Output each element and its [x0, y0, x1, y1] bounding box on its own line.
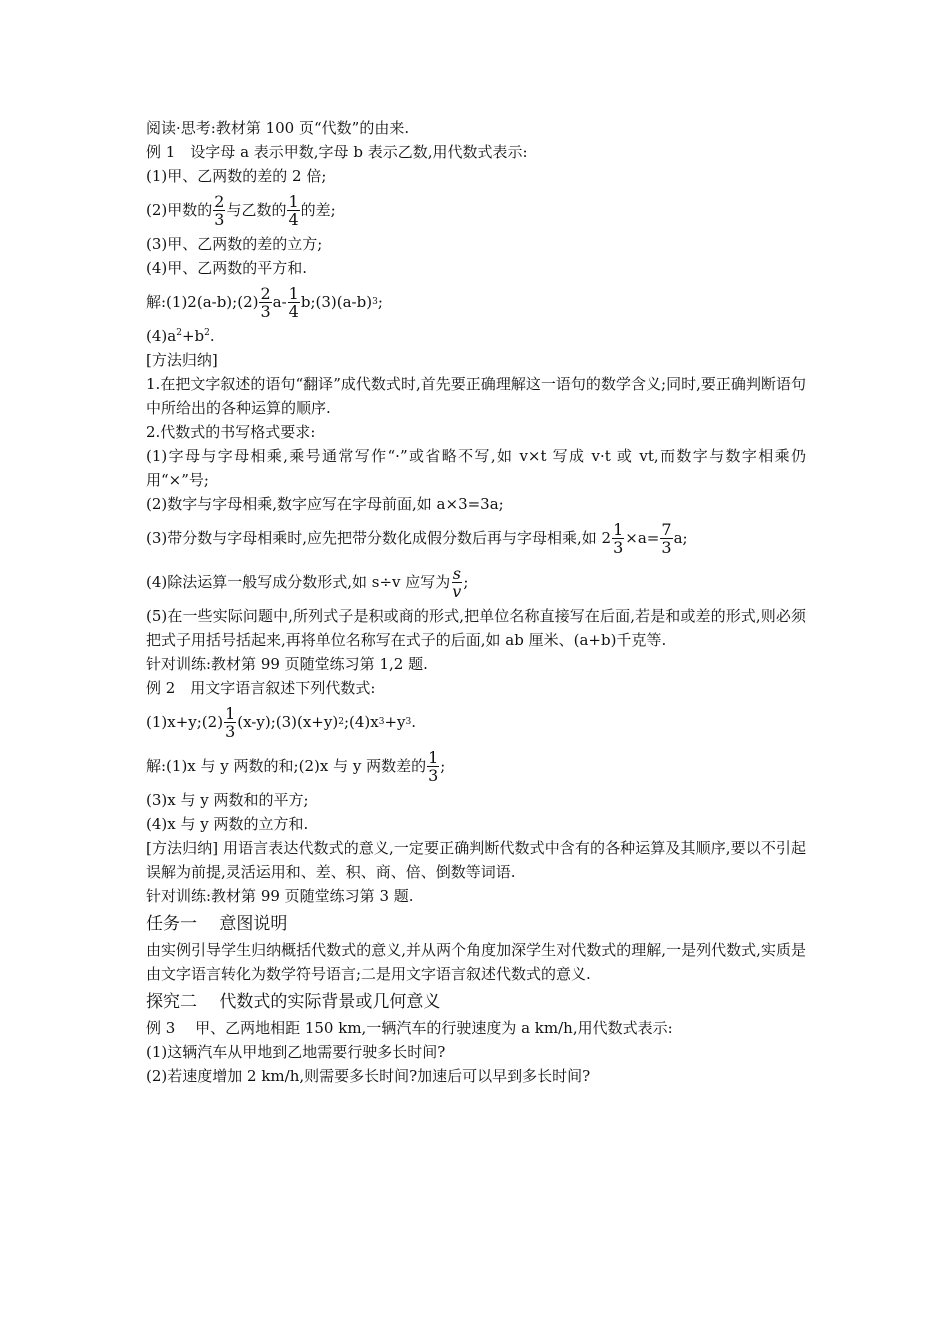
- fraction-s-over-v: $\frac{s}{v}$: [452, 563, 462, 601]
- writing-rule-3: (3)带分数与字母相乘时,应先把带分数化成假分数后再与字母相乘,如 2 $\frac{1}{3}$ ×a= $\frac{7}{3}$ a;: [146, 519, 688, 557]
- writing-rule-4: (4)除法运算一般写成分数形式,如 s÷v 应写为 $\frac{s}{v}$ ;: [146, 563, 469, 601]
- example-1-solution: 解:(1)2(a-b);(2) $\frac{2}{3}$ a- $\frac{1}{4}$ b;(3)(a-b) 3 ;: [146, 283, 383, 321]
- document-page: [146, 116, 806, 1088]
- method-point-1: 1.在把文字叙述的语句“翻译”成代数式时,首先要正确理解这一语句的数学含义;同时,要正确判断语句中所给出的各种运算的顺序.: [146, 375, 806, 417]
- fraction-one-third: $\frac{1}{3}$: [613, 519, 624, 557]
- fraction-two-thirds: $\frac{2}{3}$: [260, 283, 271, 321]
- example-1-item-3: (3)甲、乙两数的差的立方;: [146, 235, 323, 253]
- exponent: 2: [176, 328, 182, 338]
- example-1-solution-4: $(4)a^2+b^2$.: [146, 327, 215, 345]
- example-1-item-1: (1)甲、乙两数的差的 2 倍;: [146, 167, 327, 185]
- method-summary-heading: [方法归纳]: [146, 351, 218, 369]
- fraction-one-third: $\frac{1}{3}$: [225, 703, 236, 741]
- method-point-2: 2.代数式的书写格式要求:: [146, 423, 316, 441]
- writing-rule-2: (2)数字与字母相乘,数字应写在字母前面,如 a×3=3a;: [146, 495, 504, 513]
- example-1-prompt: 例 1 设字母 a 表示甲数,字母 b 表示乙数,用代数式表示:: [146, 143, 528, 161]
- example-1-item-2: (2)甲数的 $\frac{2}{3}$ 与乙数的 $\frac{1}{4}$ 的差;: [146, 191, 336, 229]
- fraction-seven-thirds: $\frac{7}{3}$: [661, 519, 672, 557]
- example-3-prompt: 例 3 甲、乙两地相距 150 km,一辆汽车的行驶速度为 a km/h,用代数式表示:: [146, 1019, 673, 1037]
- reading-line: 阅读·思考:教材第 100 页“代数”的由来.: [146, 119, 410, 137]
- example-2-solution-3: (3)x 与 y 两数和的平方;: [146, 791, 309, 809]
- method-summary-2: [方法归纳] 用语言表达代数式的意义,一定要正确判断代数式中含有的各种运算及其顺序,要以不引起误解为前提,灵活运用和、差、积、商、倍、倒数等词语.: [146, 839, 806, 881]
- example-3-question-1: (1)这辆汽车从甲地到乙地需要行驶多长时间?: [146, 1043, 446, 1061]
- task-one-heading: 任务一 意图说明: [146, 914, 288, 934]
- task-one-description: 由实例引导学生归纳概括代数式的意义,并从两个角度加深学生对代数式的理解,一是列代数式,实质是由文字语言转化为数学符号语言;二是用文字语言叙述代数式的意义.: [146, 941, 806, 983]
- fraction-one-quarter: $\frac{1}{4}$: [288, 191, 299, 229]
- example-2-solution: 解:(1)x 与 y 两数的和;(2)x 与 y 两数差的 $\frac{1}{3}$ ;: [146, 747, 446, 785]
- fraction-one-quarter: $\frac{1}{4}$: [288, 283, 299, 321]
- example-3-question-2: (2)若速度增加 2 km/h,则需要多长时间?加速后可以早到多长时间?: [146, 1067, 591, 1085]
- example-1-item-4: (4)甲、乙两数的平方和.: [146, 259, 308, 277]
- example-2-prompt: 例 2 用文字语言叙述下列代数式:: [146, 679, 376, 697]
- example-2-solution-4: (4)x 与 y 两数的立方和.: [146, 815, 309, 833]
- writing-rule-5: (5)在一些实际问题中,所列式子是积或商的形式,把单位名称直接写在后面,若是和或差的形式,则必须把式子用括号括起来,再将单位名称写在式子的后面,如 ab 厘米、(a+b)千克等.: [146, 607, 806, 649]
- explore-two-heading: 探究二 代数式的实际背景或几何意义: [146, 992, 441, 1012]
- practice-1: 针对训练:教材第 99 页随堂练习第 1,2 题.: [146, 655, 428, 673]
- writing-rule-1: (1)字母与字母相乘,乘号通常写作“·”或省略不写,如 v×t 写成 v·t 或 vt,而数字与数字相乘仍用“×”号;: [146, 447, 806, 489]
- example-2-expressions: (1)x+y;(2) $\frac{1}{3}$ (x-y);(3)(x+y) 2 ;(4)x 3 +y 3 .: [146, 703, 416, 741]
- fraction-one-third: $\frac{1}{3}$: [428, 747, 439, 785]
- practice-2: 针对训练:教材第 99 页随堂练习第 3 题.: [146, 887, 414, 905]
- exponent: 2: [204, 328, 210, 338]
- fraction-two-thirds: $\frac{2}{3}$: [214, 191, 225, 229]
